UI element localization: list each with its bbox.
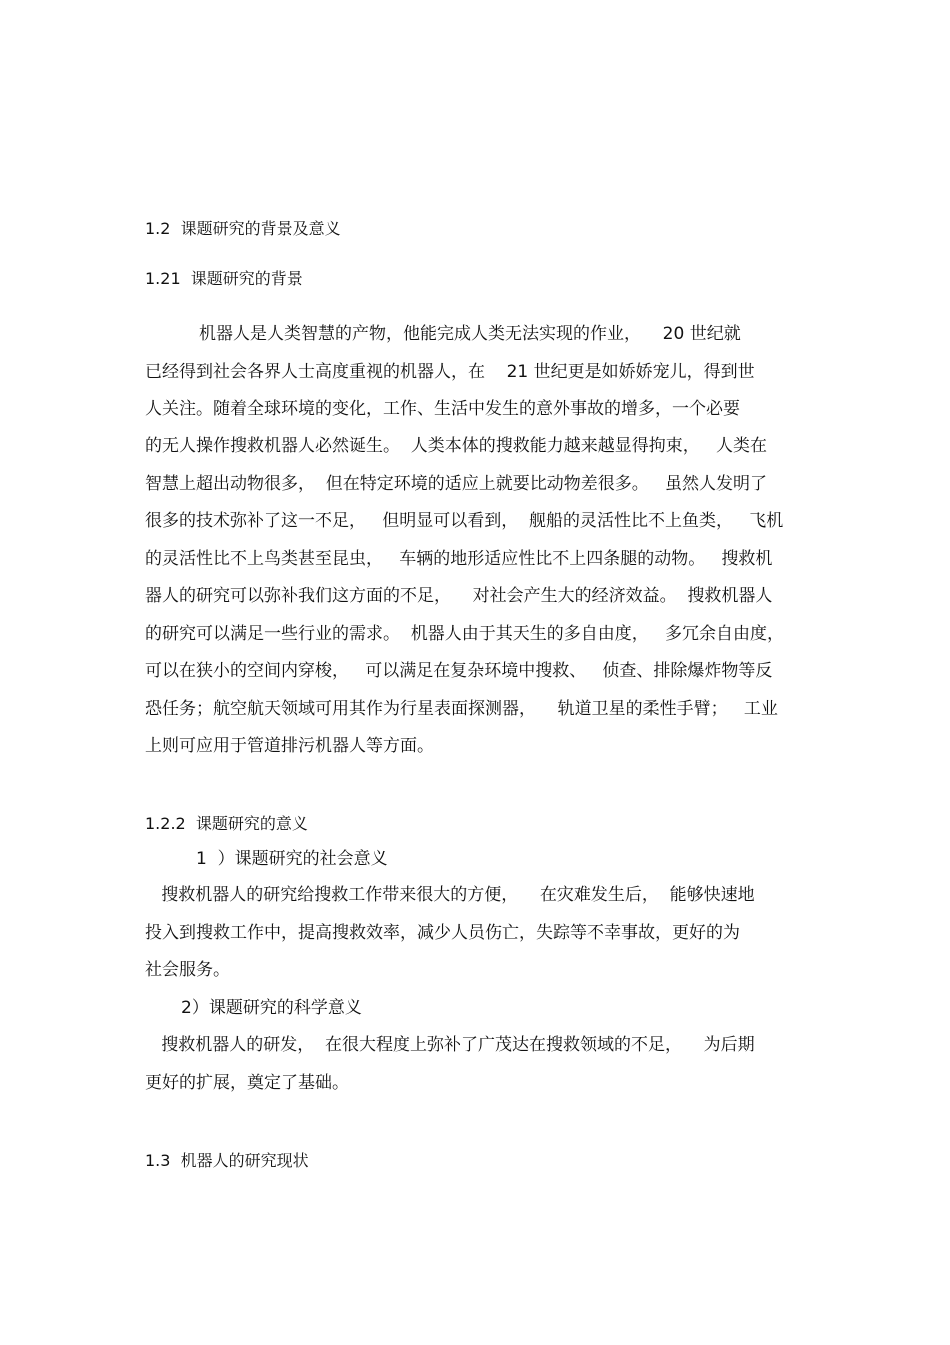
- paragraph-line: 的研究可以满足一些行业的需求。 机器人由于其天生的多自由度， 多冗余自由度，: [145, 624, 785, 644]
- paragraph-line: 更好的扩展，奠定了基础。: [145, 1073, 349, 1093]
- paragraph-line: 恐任务；航空航天领域可用其作为行星表面探测器， 轨道卫星的柔性手臂； 工业: [145, 699, 778, 719]
- paragraph-line: 很多的技术弥补了这一不足， 但明显可以看到， 舰船的灵活性比不上鱼类， 飞机: [145, 511, 784, 531]
- section-heading-1-2-2: 1.2.2 课题研究的意义: [145, 814, 308, 833]
- paragraph-line: 社会服务。: [145, 960, 230, 980]
- paragraph-line: 机器人是人类智慧的产物，他能完成人类无法实现的作业， 20 世纪就: [145, 324, 741, 344]
- paragraph-line: 已经得到社会各界人士高度重视的机器人，在 21 世纪更是如娇娇宠儿，得到世: [145, 362, 755, 382]
- section-heading-1-3: 1.3 机器人的研究现状: [145, 1151, 309, 1170]
- subsection-heading-social: 1 ）课题研究的社会意义: [196, 849, 388, 869]
- paragraph-line: 器人的研究可以弥补我们这方面的不足， 对社会产生大的经济效益。 搜救机器人: [145, 586, 773, 606]
- paragraph-line: 投入到搜救工作中，提高搜救效率，减少人员伤亡，失踪等不幸事故，更好的为: [145, 923, 740, 943]
- paragraph-line: 的无人操作搜救机器人必然诞生。 人类本体的搜救能力越来越显得拘束， 人类在: [145, 436, 768, 456]
- paragraph-line: 智慧上超出动物很多， 但在特定环境的适应上就要比动物差很多。 虽然人发明了: [145, 474, 768, 494]
- section-heading-1-2: 1.2 课题研究的背景及意义: [145, 219, 341, 238]
- section-heading-1-21: 1.21 课题研究的背景: [145, 269, 303, 288]
- paragraph-line: 的灵活性比不上鸟类甚至昆虫， 车辆的地形适应性比不上四条腿的动物。 搜救机: [145, 549, 773, 569]
- paragraph-line: 搜救机器人的研究给搜救工作带来很大的方便， 在灾难发生后， 能够快速地: [145, 885, 755, 905]
- paragraph-line: 搜救机器人的研发， 在很大程度上弥补了广茂达在搜救领域的不足， 为后期: [145, 1035, 755, 1055]
- paragraph-line: 上则可应用于管道排污机器人等方面。: [145, 736, 434, 756]
- subsection-heading-science: 2）课题研究的科学意义: [181, 998, 362, 1018]
- paragraph-line: 可以在狭小的空间内穿梭， 可以满足在复杂环境中搜救、 侦查、排除爆炸物等反: [145, 661, 773, 681]
- paragraph-line: 人关注。随着全球环境的变化，工作、生活中发生的意外事故的增多，一个必要: [145, 399, 740, 419]
